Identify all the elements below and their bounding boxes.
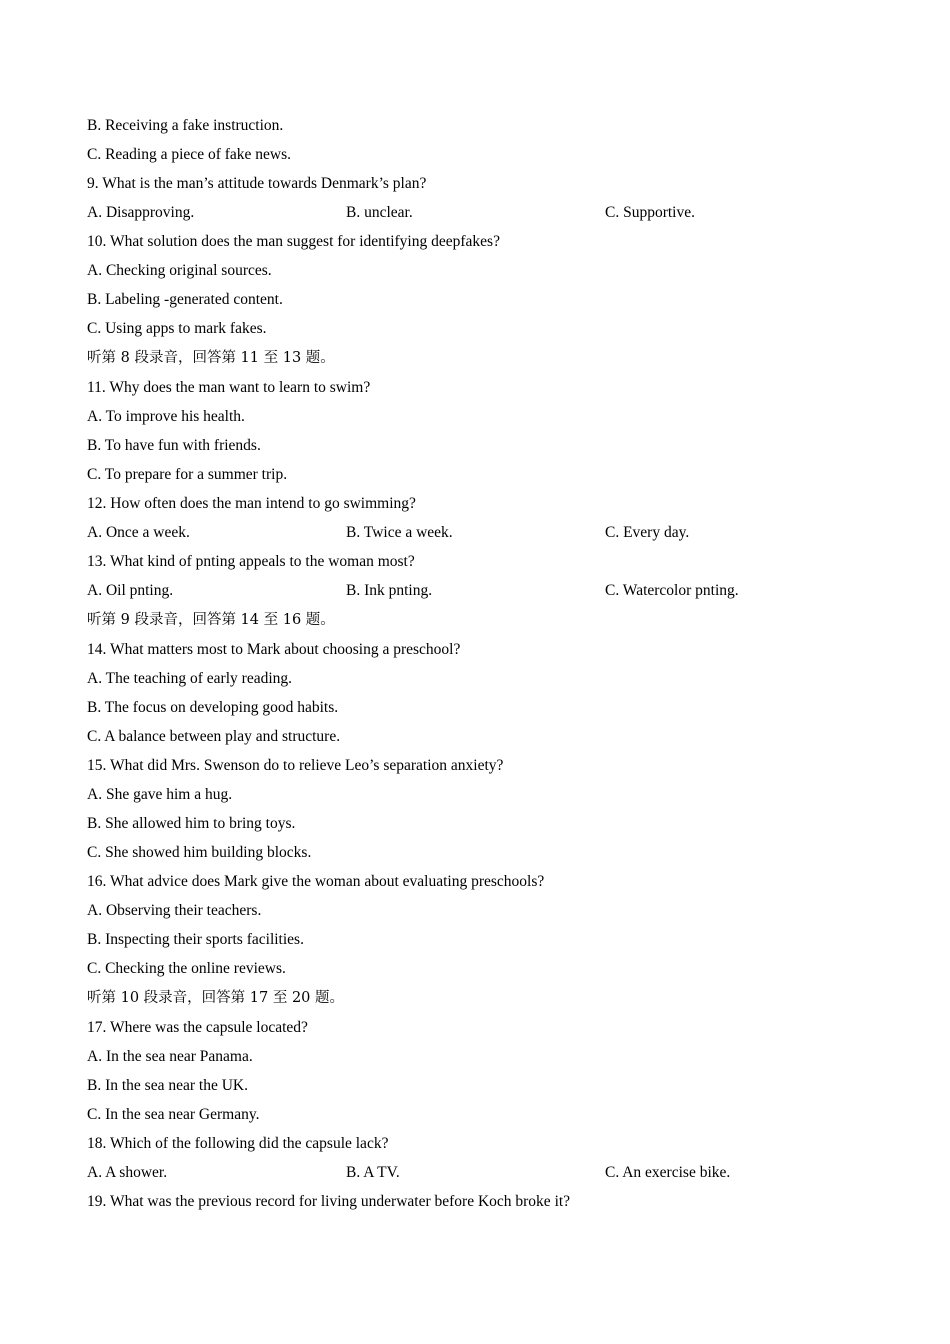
- option-a: A. Oil pnting.: [87, 582, 174, 599]
- option-c: C. Watercolor pnting.: [605, 582, 739, 599]
- text-line: C. Reading a piece of fake news.: [87, 146, 292, 163]
- text-line: 11. Why does the man want to learn to swim?: [87, 379, 371, 396]
- text-line: C. A balance between play and structure.: [87, 728, 341, 745]
- text-line: 13. What kind of pnting appeals to the woman most?: [87, 553, 415, 570]
- option-a: A. Once a week.: [87, 524, 190, 541]
- option-a: A. A shower.: [87, 1164, 168, 1181]
- option-b: B. Twice a week.: [346, 524, 453, 541]
- answer-options-row: [87, 198, 887, 227]
- section-instruction: 听第 10 段录音，回答第 17 至 20 题。: [87, 990, 345, 1006]
- text-line: 14. What matters most to Mark about choosing a preschool?: [87, 641, 461, 658]
- option-a: A. Disapproving.: [87, 204, 195, 221]
- text-line: 18. Which of the following did the capsule lack?: [87, 1135, 389, 1152]
- answer-options-row: [87, 518, 887, 547]
- answer-options-row: [87, 576, 887, 605]
- option-c: C. Every day.: [605, 524, 690, 541]
- option-c: C. An exercise bike.: [605, 1164, 731, 1181]
- text-line: B. The focus on developing good habits.: [87, 699, 339, 716]
- text-line: B. Receiving a fake instruction.: [87, 117, 284, 134]
- option-b: B. unclear.: [346, 204, 413, 221]
- text-line: C. To prepare for a summer trip.: [87, 466, 288, 483]
- text-line: C. In the sea near Germany.: [87, 1106, 260, 1123]
- text-line: B. Labeling -generated content.: [87, 291, 283, 308]
- text-line: 9. What is the man’s attitude towards Denmark’s plan?: [87, 175, 427, 192]
- text-line: B. To have fun with friends.: [87, 437, 261, 454]
- text-line: A. The teaching of early reading.: [87, 670, 293, 687]
- text-line: A. In the sea near Panama.: [87, 1048, 253, 1065]
- section-instruction: 听第 8 段录音，回答第 11 至 13 题。: [87, 350, 335, 366]
- text-line: 10. What solution does the man suggest for identifying deepfakes?: [87, 233, 500, 250]
- text-line: A. To improve his health.: [87, 408, 245, 425]
- text-line: A. Checking original sources.: [87, 262, 272, 279]
- text-line: 19. What was the previous record for living underwater before Koch broke it?: [87, 1193, 571, 1210]
- text-line: 17. Where was the capsule located?: [87, 1019, 308, 1036]
- answer-options-row: [87, 1158, 887, 1187]
- option-b: B. A TV.: [346, 1164, 400, 1181]
- text-line: A. Observing their teachers.: [87, 902, 262, 919]
- text-line: A. She gave him a hug.: [87, 786, 233, 803]
- text-line: 12. How often does the man intend to go swimming?: [87, 495, 416, 512]
- section-instruction: 听第 9 段录音，回答第 14 至 16 题。: [87, 612, 335, 628]
- text-line: B. She allowed him to bring toys.: [87, 815, 296, 832]
- text-line: C. She showed him building blocks.: [87, 844, 312, 861]
- text-line: B. In the sea near the UK.: [87, 1077, 248, 1094]
- text-line: C. Using apps to mark fakes.: [87, 320, 267, 337]
- text-line: C. Checking the online reviews.: [87, 960, 286, 977]
- text-line: B. Inspecting their sports facilities.: [87, 931, 304, 948]
- document-page: [87, 111, 887, 1216]
- text-line: 16. What advice does Mark give the woman about evaluating preschools?: [87, 873, 545, 890]
- text-line: 15. What did Mrs. Swenson do to relieve Leo’s separation anxiety?: [87, 757, 504, 774]
- option-b: B. Ink pnting.: [346, 582, 433, 599]
- option-c: C. Supportive.: [605, 204, 695, 221]
